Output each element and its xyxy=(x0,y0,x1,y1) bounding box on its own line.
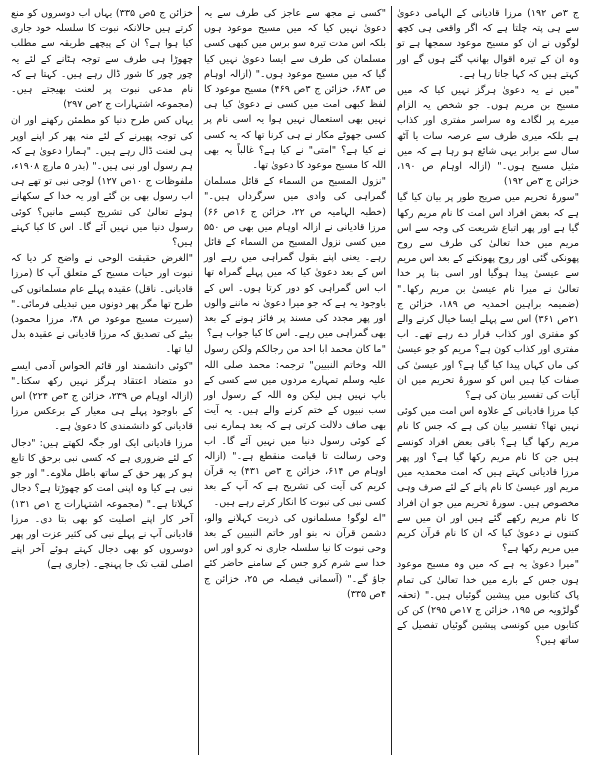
paragraph: خزائن ج ۵ص ۳۳۵) یہاں اب دوسروں کو منع کرتے ہیں حالانکہ نبوت کا سلسلہ خود جاری کیا ہوا ہے؟ ان کے پیچھے طریقہ سے مطلب چھوڑا ہی طرف سے توجہ ہٹانے کے لئے یہ چور چور کا شور ڈال رہے ہیں۔ کہتا ہے کہ نام مدعی نبوت پر لعنت بھیجتے ہیں۔ (مجموعہ اشتہارات ج ۲ص ۲۹۷) xyxy=(11,8,193,111)
paragraph: "نزول المسیح من السماء کے قائل مسلمان گمراہی کی وادی میں سرگرداں ہیں۔" (خطبہ الہامیہ ص ۲۲، خزائن ج ۱۶ص ۶۶) مرزا قادیانی نے ازالہ اوہام میں بھی ص ۵۵۰ میں کسی نزول المسیح من السماء کے قائل رہے۔ یعنی اپنے بقول گمراہی میں رہے اور اس کے بعد دعویٰ کیا کہ میں پہلے گمراہ تھا اب اس گمراہی کو دور کرتا ہوں۔ اس کے باوجود یہ ہے کہ جو میرا دعویٰ نہ ماننے والوں اور پھر مجدد کی مسند پر فائز ہونے کے بعد بھی گمراہی میں رہے۔ اس کا کیا جواب ہے؟ xyxy=(204,176,386,340)
paragraph: "اے لوگو! مسلمانوں کی ذریت کہلانے والو، دشمن قرآن نہ بنو اور خاتم النبیین کے بعد وحی نبوت کا نیا سلسلہ جاری نہ کرو اور اس خدا سے شرم کرو جس کے سامنے حاضر کئے جاؤ گے۔" (آسمانی فیصلہ ص ۲۵، خزائن ج ۴ص ۳۳۵) xyxy=(204,512,386,600)
paragraph: یہاں کس طرح دنیا کو مطمئن رکھنے اور ان کی توجہ پھیرنے کے لئے منہ پھر کر اپنے اوپر ہی لعنت ڈال رہے ہیں۔ "ہمارا دعویٰ ہے کہ ہم رسول اور نبی ہیں۔" (بدر ۵ مارچ ۱۹۰۸ء، ملفوظات ج ۱۰ص ۱۲۷) لوجی نبی تو تھے ہی اب رسول بھی بن گئے اور یہ خدا کے سکھانے ہوئے تعالیٰ کی تشریح کیسے مانیں؟ کوئی رسول دنیا میں نہیں آئے گا۔ اس کا کیا کہتے ہیں؟ xyxy=(11,115,193,249)
paragraph: "ما کان محمد ابا احد من رجالکم ولکن رسول اللہ وخاتم النبیین" ترجمہ: محمد صلی اللہ علیہ وسلم تمہارے مردوں میں سے کسی کے باپ نہیں ہیں لیکن وہ اللہ کے رسول اور سب نبیوں کے ختم کرنے والے ہیں۔ یہ آیت بھی صاف دلالت کرتی ہے کہ بعد ہمارے نبی کے کوئی رسول دنیا میں نہیں آئے گا۔ اب وحی رسالت تا قیامت منقطع ہے۔" (ازالہ اوہام ص ۶۱۴، خزائن ج ۳ص ۴۳۱) یہ قرآن کریم کی آیت کی تشریح ہے کہ آپ کے بعد کسی نبی کی نبوت کا انکار کرتے رہے ہیں۔ xyxy=(204,344,386,508)
paragraph: مرزا قادیانی ایک اور جگہ لکھتے ہیں: "دجال کے لئے ضروری ہے کہ کسی نبی برحق کا تابع ہو کر پھر حق کے ساتھ باطل ملاوے۔" اور جو نبی ہے کیا وہ اپنی امت کو چھوڑتا ہے؟ دجال کہلاتا ہے۔" (مجموعہ اشتہارات ج ۱ص ۱۳۱) آخر کار اپنے اصلیت کو بھی بتا دی۔ مرزا قادیانی آپ نے پہلے نبی کی کثیر عزت اور پھر دوسروں کو بھی دجال کہتے ہوئے آخر اپنے اصلی لقب تک جا پہنچے۔ (جاری ہے) xyxy=(11,437,194,571)
text-column-left xyxy=(6,6,199,755)
text-column-right xyxy=(392,6,584,755)
paragraph: کیا مرزا قادیانی کے علاوہ اس امت میں کوئی نہیں تھا؟ تفسیر بیان کی ہے کہ جس کا نام مریم رکھا گیا ہے؟ باقی بعض افراد کونسے ہیں جن کا نام مریم رکھا گیا ہے؟ اور پھر مرزا قادیانی کہتے ہیں کہ امت محمدیہ میں مریم اور عیسیٰ کا نام پانے کے لئے صرف وہی مخصوص ہیں۔ سورۂ تحریم میں جو ان افراد کا نام مریم رکھے گئے ہیں اور ان میں سے کتنوں نے دعویٰ کیا کہ ان کا نام قرآن کریم میں مریم رکھا ہے؟ xyxy=(397,406,579,555)
paragraph: "کوئی دانشمند اور قائم الحواس آدمی ایسے دو متضاد اعتقاد ہرگز نہیں رکھ سکتا۔" (ازالہ اوہام ص ۲۳۹، خزائن ج ۳ص ۲۲۴) اس کے باوجود پہلے ہی معیار کے برعکس مرزا قادیانی کو دانشمندی کا دعویٰ ہے۔ xyxy=(11,360,193,433)
text-column-middle xyxy=(199,6,392,755)
paragraph: "میرا دعویٰ یہ ہے کہ میں وہ مسیح موعود ہوں جس کے بارے میں خدا تعالیٰ کی تمام پاک کتابوں میں پیشین گوئیاں ہیں۔" (تحفہ گولڑویہ ص ۱۹۵، خزائن ج ۱۷ص ۲۹۵) کن کن کتابوں میں کونسی پیشین گوئیاں تفصیل کے ساتھ ہیں؟ xyxy=(397,559,579,647)
paragraph: "سورۂ تحریم میں صریح طور پر بیان کیا گیا ہے کہ بعض افراد اس امت کا نام مریم رکھا گیا ہے اور پھر اتباع شریعت کی وجہ سے اس مریم میں خدا تعالیٰ کی طرف سے روح پھونکی گئی اور روح پھونکنے کے بعد اس مریم سے عیسیٰ پیدا ہوگیا اور اسی بنا پر خدا تعالیٰ نے میرا نام عیسیٰ بن مریم رکھا۔" (ضمیمہ براہین احمدیہ ص ۱۸۹، خزائن ج ۲۱ص ۳۶۱) اس سے پہلے ایسا خیال کرنے والے کو مفتری اور کذاب قرار دے رہے تھے۔ اب مفتری اور کذاب کون ہے؟ مریم کو جو عیسیٰ کی ماں کہاں پیدا کیا گیا ہے؟ اور عیسیٰ کی صفات کیا ہیں اس کو سورۂ تحریم میں ان آیات کی تفسیر بیان کی ہے؟ xyxy=(397,192,579,402)
paragraph: "الغرض حقیقت الوحی نے واضح کر دیا کہ نبوت اور حیات مسیح کے متعلق آپ کا (مرزا قادیانی۔ ناقل) عقیدہ پہلے عام مسلمانوں کی طرح تھا مگر پھر دونوں میں تبدیلی فرمائی۔" (سیرت مسیح موعود ص ۳۸، مرزا محمود) بیٹے کی تصدیق کہ مرزا قادیانی نے عقیدہ بدل لیا تھا۔ xyxy=(11,253,193,356)
paragraph: "کسی نے مجھ سے عاجز کی طرف سے یہ دعویٰ نہیں کیا کہ میں مسیح موعود ہوں بلکہ اس مدت تیرہ سو برس میں کبھی کسی مسلمان کی طرف سے ایسا دعویٰ نہیں کیا گیا کہ میں مسیح موعود ہوں۔" (ازالہ اوہام ص ۶۸۳، خزائن ج ۳ص ۴۶۹) مسیح موعود کا لفظ کبھی امت میں کسی نے دعویٰ کیا ہی نہیں بھی استعمال نہیں ہوا یہ اسی نام پر کسی جھوٹے مکار نے ہی کرنا تھا کہ یہ کسی نے کیا ہے؟ "امتی" نے کیا ہے؟ غالباً یہ بھی اللہ کا مسیح موعود کا دعویٰ تھا۔ xyxy=(204,8,386,172)
paragraph: ج ۳ص ۱۹۲) مرزا قادیانی کے الہامی دعویٰ سے ہی پتہ چلتا ہے کہ اگر واقعی ہی کچھ لوگوں نے ان کو مسیح موعود سمجھا ہے تو وہ ان کے تیرہ اقوال بھانپ گئے ہوں گے اور کہتے ہیں کہ کہا جاتا رہا ہے۔ xyxy=(397,8,579,80)
paragraph: "میں نے یہ دعویٰ ہرگز نہیں کیا کہ میں مسیح بن مریم ہوں۔ جو شخص یہ الزام میرے پر لگادے وہ سراسر مفتری اور کذاب ہے بلکہ میری طرف سے عرصہ سات یا آٹھ سال سے برابر یہی شائع ہو رہا ہے کہ میں مثیل مسیح ہوں۔" (ازالہ اوہام ص ۱۹۰، خزائن ج ۳ص ۱۹۲) xyxy=(397,85,579,188)
